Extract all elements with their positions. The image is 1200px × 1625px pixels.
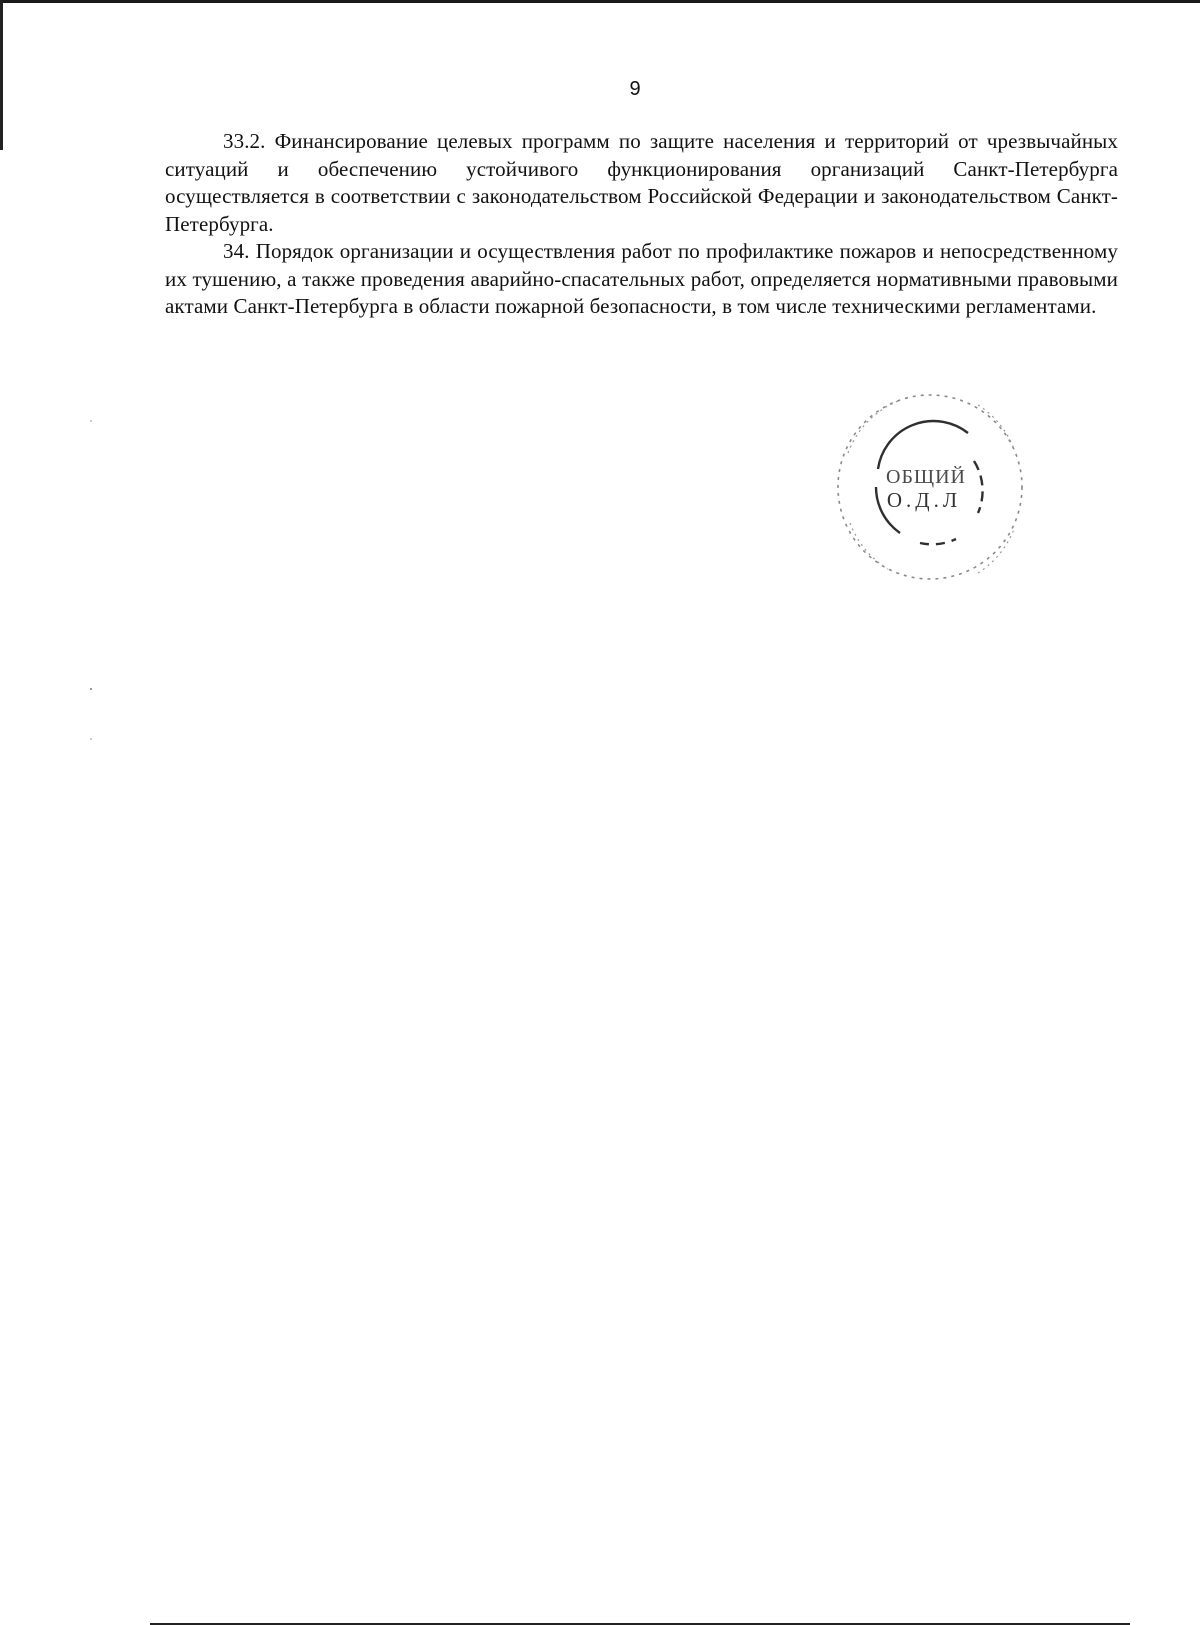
stamp-seal-icon xyxy=(828,383,1038,593)
paragraph-34: 34. Порядок организации и осуществления работ по профилактике пожаров и непосредственному их тушению, а также проведения аварийно-спасательных работ, определяется нормативными правовыми актами Санкт-Петербурга в области пожарной безопасности, в том числе техническими регламентами. xyxy=(165,239,1118,318)
scan-speck xyxy=(90,738,92,740)
scan-edge-left xyxy=(0,0,3,150)
scan-speck xyxy=(90,420,92,422)
page-number: 9 xyxy=(629,78,641,100)
paragraph-33-2: 33.2. Финансирование целевых программ по защите населения и территорий от чрезвычайных ситуаций и обеспечению устойчивого функционирования организаций Санкт-Петербурга осуществляется в соответствии с законодательством Российской Федерации и законодательством Санкт-Петербурга. xyxy=(165,129,1118,236)
stamp-seal xyxy=(828,383,1038,593)
scan-edge-top xyxy=(0,0,1200,3)
stamp-text-line1: ОБЩИЙ xyxy=(886,466,966,488)
scan-speck xyxy=(90,688,92,690)
stamp-text-line2: О.Д.Л xyxy=(886,488,962,512)
document-body xyxy=(165,128,1118,321)
